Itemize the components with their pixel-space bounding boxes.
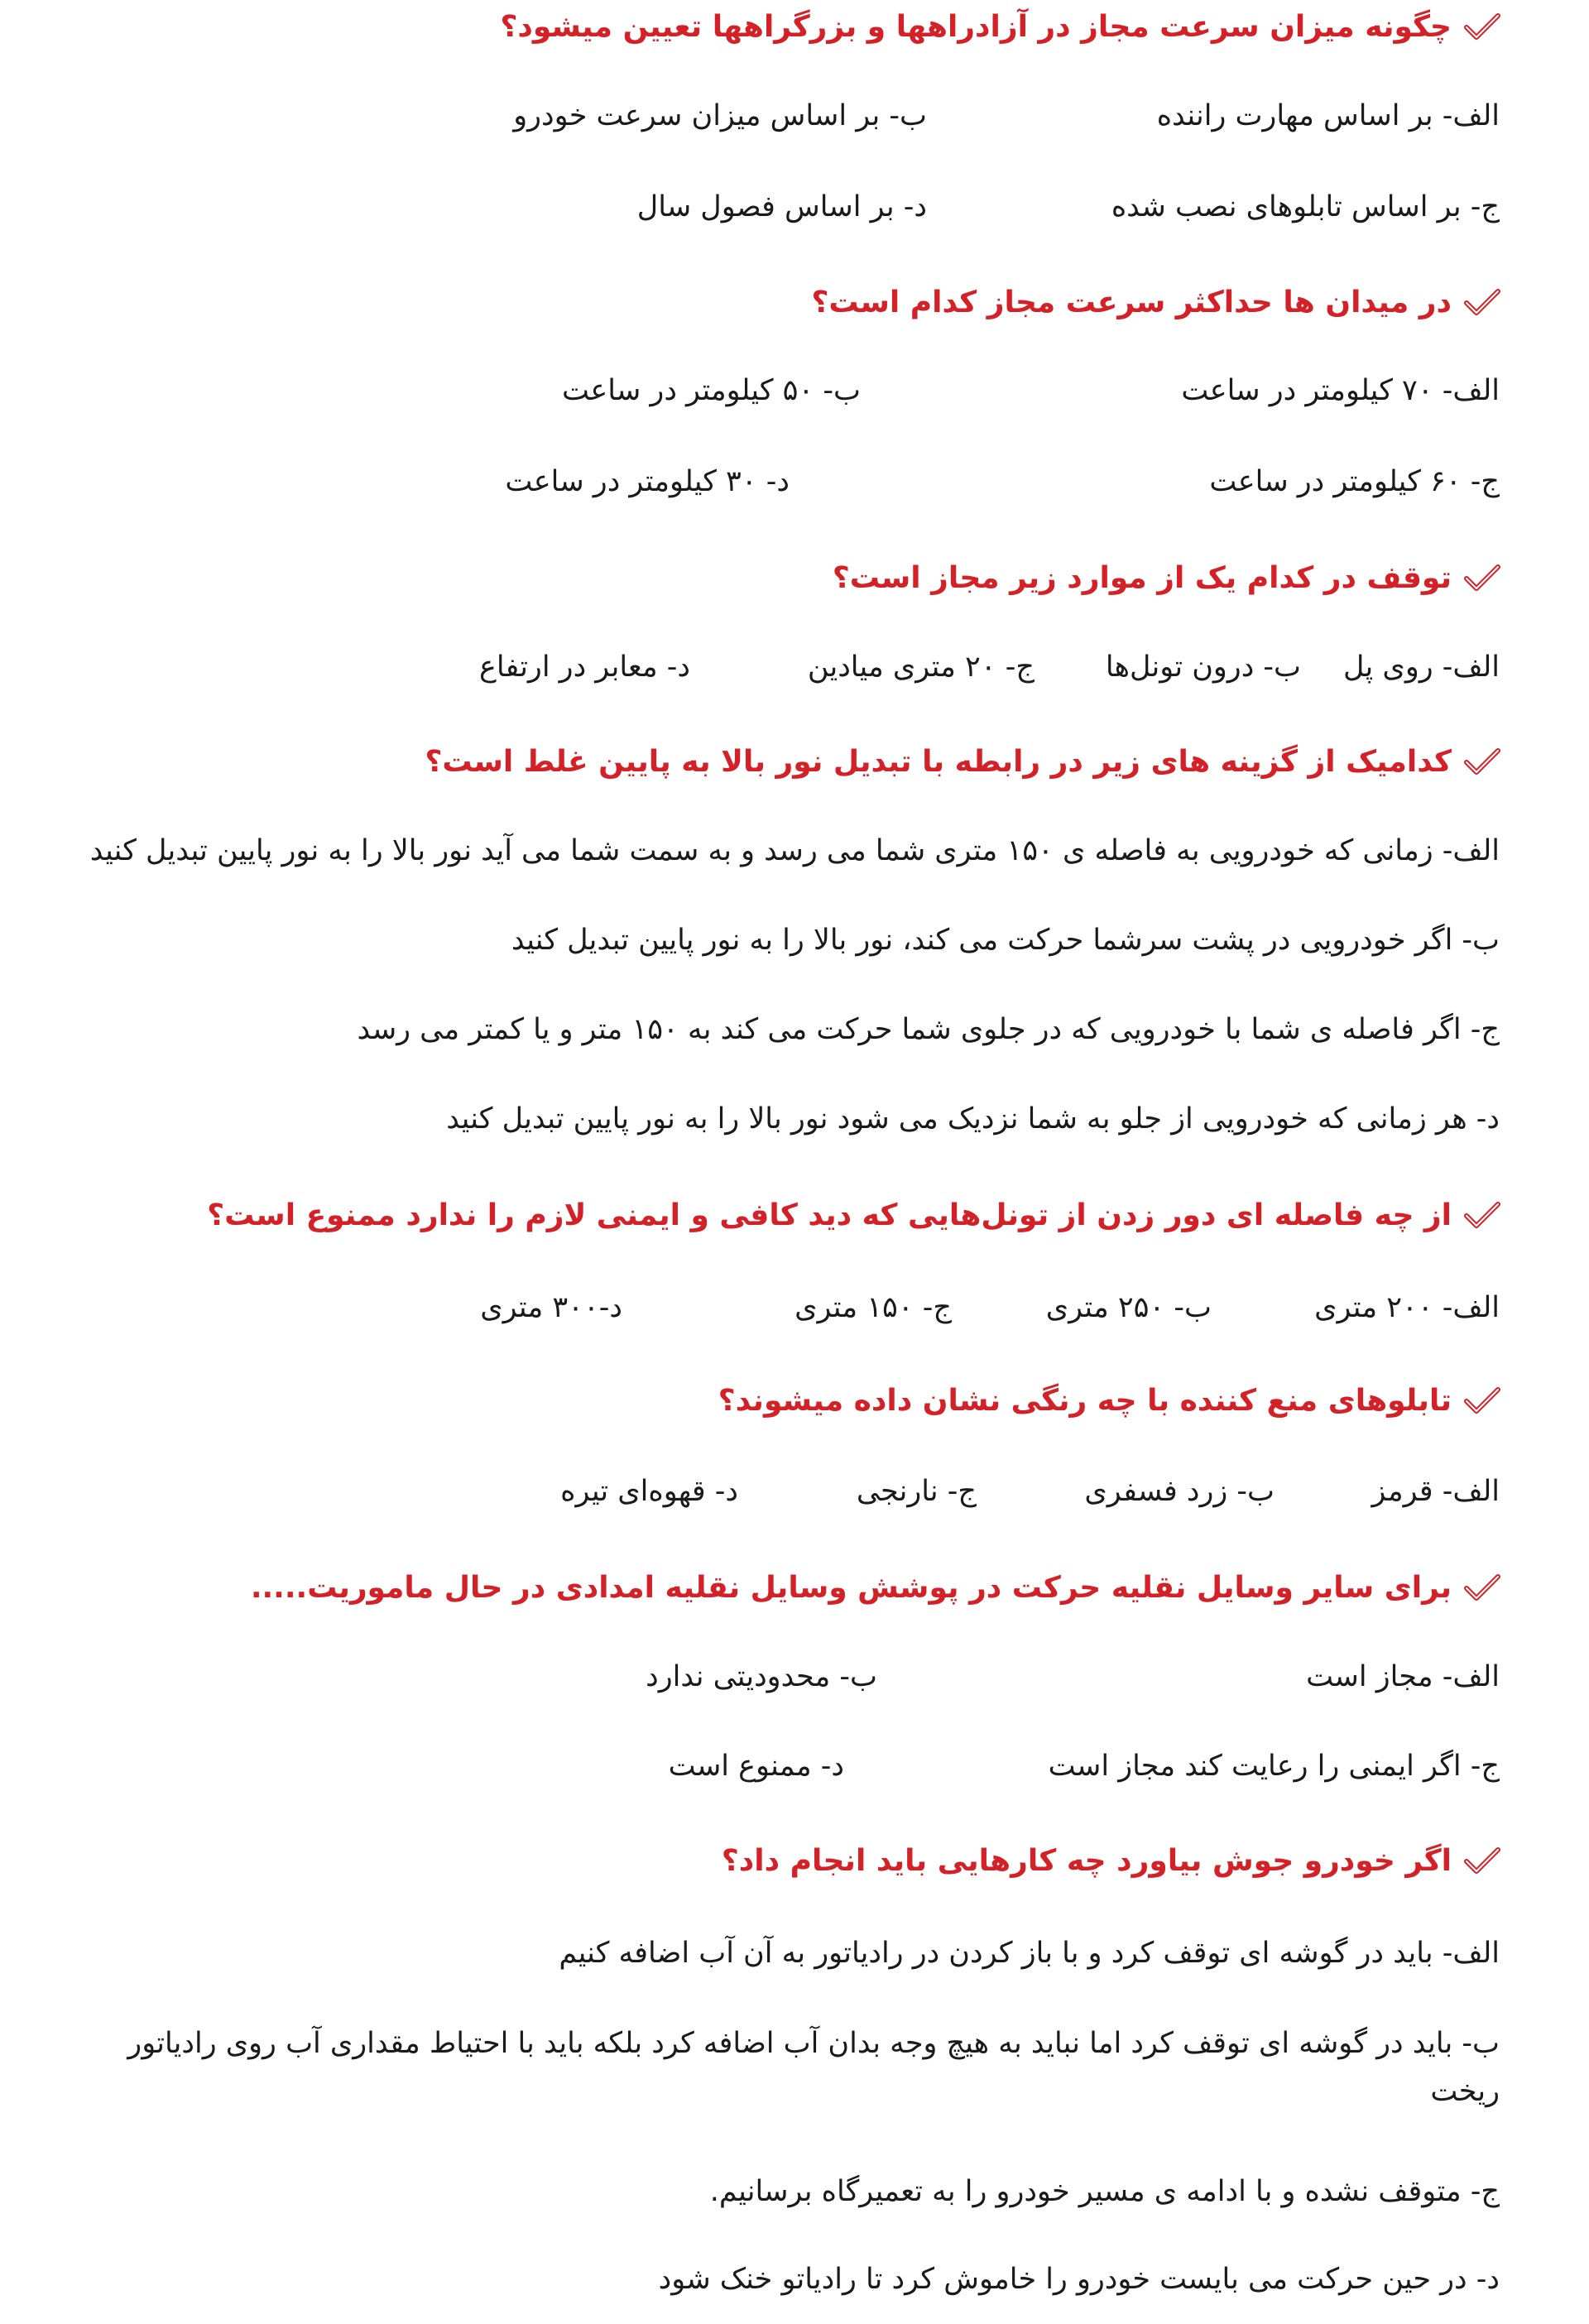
- check-mark-icon: [1463, 286, 1501, 319]
- q7-option-b[interactable]: ب- محدودیتی ندارد: [646, 1660, 877, 1693]
- question-8: [722, 1844, 1501, 1878]
- q1-option-a[interactable]: الف- بر اساس مهارت راننده: [1156, 99, 1500, 132]
- q3-option-c[interactable]: ج- ۲۰ متری میادین: [807, 651, 1035, 684]
- q5-option-a[interactable]: الف- ۲۰۰ متری: [1314, 1291, 1500, 1324]
- q2-option-a[interactable]: الف- ۷۰ کیلومتر در ساعت: [1181, 374, 1500, 407]
- question-1: [500, 10, 1501, 44]
- q3-option-d[interactable]: د- معابر در ارتفاع: [478, 651, 690, 684]
- question-4-text: کدامیک از گزینه های زیر در رابطه با تبدیل نور بالا به پایین غلط است؟: [425, 745, 1452, 779]
- check-mark-icon: [1463, 1385, 1501, 1418]
- question-2: [811, 286, 1501, 319]
- check-mark-icon: [1463, 1845, 1501, 1878]
- question-3-text: توقف در کدام یک از موارد زیر مجاز است؟: [832, 561, 1452, 595]
- q6-option-d[interactable]: د- قهوه‌ای تیره: [560, 1475, 738, 1508]
- q7-option-c[interactable]: ج- اگر ایمنی را رعایت کند مجاز است: [1048, 1750, 1500, 1783]
- q3-option-a[interactable]: الف- روی پل: [1343, 651, 1500, 684]
- q2-option-c[interactable]: ج- ۶۰ کیلومتر در ساعت: [1209, 465, 1500, 498]
- q8-option-b[interactable]: ب- باید در گوشه ای توقف کرد اما نباید به هیچ وجه بدان آب اضافه کرد بلکه باید با احتیاط مقداری آب روی رادیاتور ریخت: [127, 2027, 1500, 2108]
- question-4: [425, 745, 1501, 779]
- q6-option-a[interactable]: الف- قرمز: [1371, 1475, 1500, 1508]
- question-5: [207, 1198, 1501, 1232]
- check-mark-icon: [1463, 562, 1501, 595]
- q6-option-b[interactable]: ب- زرد فسفری: [1084, 1475, 1275, 1508]
- check-mark-icon: [1463, 746, 1501, 779]
- question-3: [833, 561, 1501, 595]
- q4-option-b[interactable]: ب- اگر خودرویی در پشت سرشما حرکت می کند، نور بالا را به نور پایین تبدیل کنید: [511, 924, 1500, 957]
- q8-option-a[interactable]: الف- باید در گوشه ای توقف کرد و با باز کردن در رادیاتور به آن آب اضافه کنیم: [559, 1937, 1500, 1970]
- q1-option-c[interactable]: ج- بر اساس تابلوهای نصب شده: [1111, 190, 1500, 223]
- question-7-text: برای سایر وسایل نقلیه حرکت در پوشش وسایل نقلیه امدادی در حال ماموریت.....: [250, 1571, 1452, 1605]
- q1-option-b[interactable]: ب- بر اساس میزان سرعت خودرو: [513, 99, 927, 132]
- question-8-text: اگر خودرو جوش بیاورد چه کارهایی باید انجام داد؟: [721, 1844, 1452, 1878]
- q6-option-c[interactable]: ج- نارنجی: [856, 1475, 977, 1508]
- q4-option-c[interactable]: ج- اگر فاصله ی شما با خودرویی که در جلوی شما حرکت می کند به ۱۵۰ متر و یا کمتر می رسد: [357, 1013, 1500, 1046]
- question-5-text: از چه فاصله ای دور زدن از تونل‌هایی که دید کافی و ایمنی لازم را ندارد ممنوع است؟: [207, 1198, 1452, 1232]
- check-mark-icon: [1463, 11, 1501, 44]
- question-1-text: چگونه میزان سرعت مجاز در آزادراهها و بزرگراهها تعیین میشود؟: [500, 10, 1452, 44]
- q8-option-d[interactable]: د- در حین حرکت می بایست خودرو را خاموش کرد تا رادیاتو خنک شود: [658, 2263, 1500, 2296]
- check-mark-icon: [1463, 1199, 1501, 1232]
- q3-option-b[interactable]: ب- درون تونل‌ها: [1105, 651, 1301, 684]
- question-7: [251, 1571, 1501, 1605]
- q5-option-b[interactable]: ب- ۲۵۰ متری: [1045, 1291, 1212, 1324]
- q5-option-c[interactable]: ج- ۱۵۰ متری: [794, 1291, 952, 1324]
- q8-option-c[interactable]: ج- متوقف نشده و با ادامه ی مسیر خودرو را به تعمیرگاه برسانیم.: [709, 2175, 1500, 2208]
- question-6-text: تابلوهای منع کننده با چه رنگی نشان داده میشوند؟: [718, 1384, 1452, 1418]
- q4-option-a[interactable]: الف- زمانی که خودرویی به فاصله ی ۱۵۰ متری شما می رسد و به سمت شما می آید نور بالا را به نور پایین تبدیل کنید: [89, 834, 1500, 867]
- check-mark-icon: [1463, 1572, 1501, 1605]
- q2-option-b[interactable]: ب- ۵۰ کیلومتر در ساعت: [562, 374, 861, 407]
- q2-option-d[interactable]: د- ۳۰ کیلومتر در ساعت: [505, 465, 790, 498]
- question-6: [718, 1384, 1501, 1418]
- q7-option-d[interactable]: د- ممنوع است: [668, 1750, 844, 1783]
- q7-option-a[interactable]: الف- مجاز است: [1306, 1660, 1500, 1693]
- q4-option-d[interactable]: د- هر زمانی که خودرویی از جلو به شما نزدیک می شود نور بالا را به نور پایین تبدیل کنید: [446, 1102, 1500, 1136]
- q1-option-d[interactable]: د- بر اساس فصول سال: [636, 190, 927, 223]
- q5-option-d[interactable]: د-۳۰۰ متری: [480, 1291, 622, 1324]
- question-2-text: در میدان ها حداکثر سرعت مجاز کدام است؟: [811, 286, 1452, 319]
